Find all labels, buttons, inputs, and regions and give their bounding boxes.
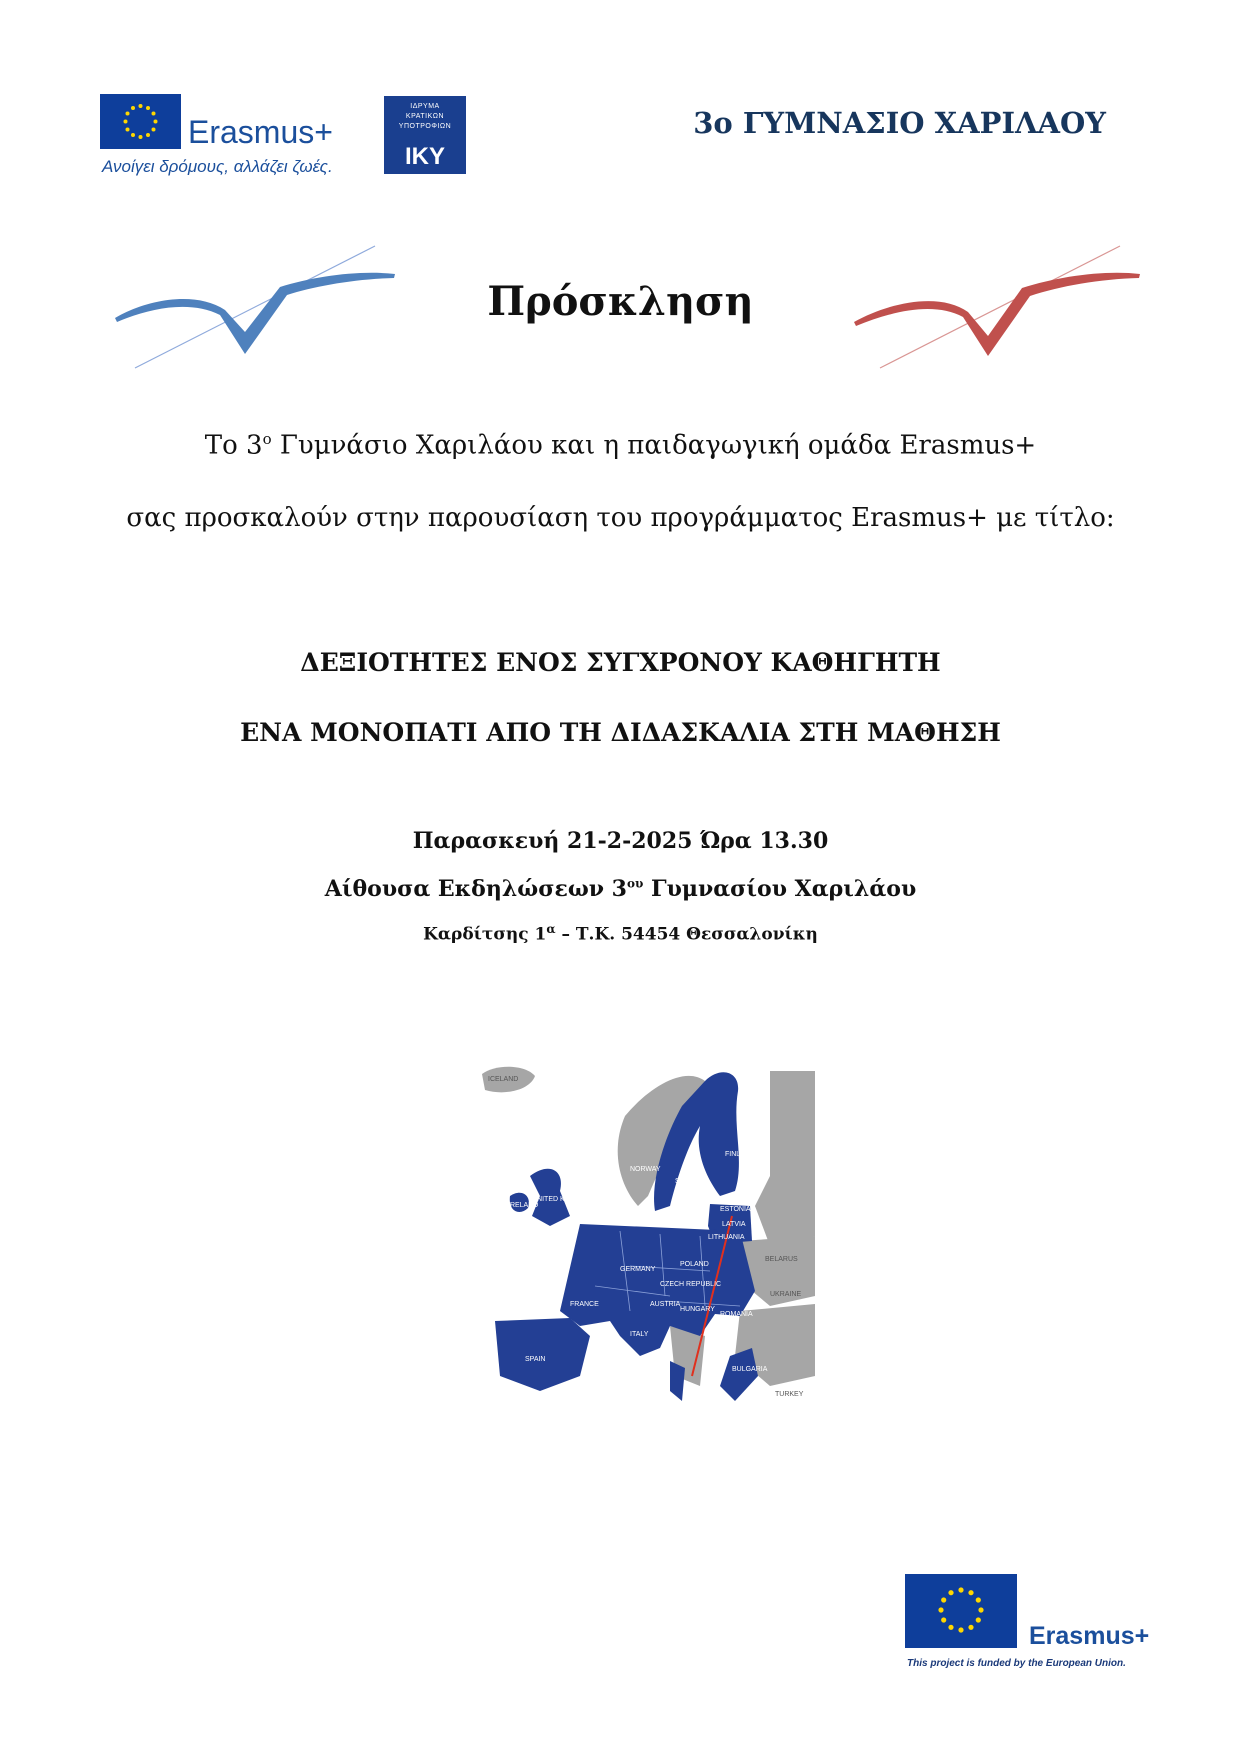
footer-erasmus-logo (905, 1574, 1155, 1674)
iky-logo (384, 96, 466, 174)
map-label-iceland: ICELAND (488, 1076, 519, 1083)
map-label-austria: AUSTRIA (650, 1301, 681, 1308)
map-label-czech-republic: CZECH REPUBLIC (660, 1281, 722, 1288)
topic-line-2: ΕΝΑ ΜΟΝΟΠΑΤΙ ΑΠΟ ΤΗ ΔΙΔΑΣΚΑΛΙΑ ΣΤΗ ΜΑΘΗΣΗ (240, 718, 1001, 747)
footer-funding-note: This project is funded by the European Union. (907, 1658, 1126, 1669)
map-label-lithuania: LITHUANIA (708, 1234, 745, 1241)
erasmus-plus-logo (100, 94, 380, 186)
map-label-turkey: TURKEY (775, 1391, 804, 1398)
event-address-ordinal: α (546, 922, 556, 936)
page-title: Πρόσκληση (487, 278, 754, 325)
event-datetime: Παρασκευή 21-2-2025 Ώρα 13.30 (412, 828, 829, 854)
europe-map-illustration (470, 1056, 815, 1431)
eu-flag-icon (100, 94, 181, 149)
footer-eu-flag-icon (905, 1574, 1017, 1648)
event-venue-before: Αίθουσα Εκδηλώσεων 3 (324, 876, 627, 902)
map-label-italy: ITALY (630, 1331, 649, 1338)
event-address (0, 922, 1241, 945)
event-venue (0, 876, 1241, 902)
map-label-ireland: IRELAND (508, 1202, 539, 1209)
map-label-norway: NORWAY (630, 1166, 661, 1173)
iky-line-2: ΚΡΑΤΙΚΩΝ (405, 113, 445, 120)
map-label-hungary: HUNGARY (680, 1306, 715, 1313)
intro-line-1-ordinal: ο (262, 430, 272, 448)
map-label-romania: ROMANIA (720, 1311, 753, 1318)
europe-map (470, 1056, 815, 1431)
map-label-latvia: LATVIA (722, 1221, 746, 1228)
event-address-before: Καρδίτσης 1 (423, 924, 547, 945)
map-label-france: FRANCE (570, 1301, 599, 1308)
map-label-spain: SPAIN (525, 1356, 546, 1363)
map-label-germany: GERMANY (620, 1266, 656, 1273)
intro-line-1-after: Γυμνάσιο Χαριλάου και η παιδαγωγική ομάδα Erasmus+ (271, 430, 1037, 461)
event-address-after: – Τ.Κ. 54454 Θεσσαλονίκη (555, 924, 818, 945)
map-label-bulgaria: BULGARIA (732, 1366, 768, 1373)
intro-line-1 (0, 430, 1241, 461)
event-venue-ordinal: ου (627, 876, 644, 891)
school-name: 3ο ΓΥΜΝΑΣΙΟ ΧΑΡΙΛΑΟΥ (693, 106, 1106, 140)
map-label-belarus: BELARUS (765, 1256, 798, 1263)
map-label-united-kingdom: UNITED KINGDOM (532, 1196, 594, 1203)
intro-line-1-before: Το 3 (204, 430, 263, 461)
iky-line-1: ΙΔΡΥΜΑ (410, 103, 440, 110)
intro-line-2: σας προσκαλούν στην παρουσίαση του προγράμματος Erasmus+ με τίτλο: (126, 503, 1115, 533)
erasmus-tagline: Ανοίγει δρόμους, αλλάζει ζωές. (102, 157, 333, 176)
map-label-finland: FINLAND (725, 1151, 755, 1158)
event-venue-after: Γυμνασίου Χαριλάου (643, 876, 917, 902)
topic-line-1: ΔΕΞΙΟΤΗΤΕΣ ΕΝΟΣ ΣΥΓΧΡΟΝΟΥ ΚΑΘΗΓΗΤΗ (300, 648, 941, 677)
footer-erasmus-wordmark: Erasmus+ (1029, 1622, 1150, 1650)
map-label-ukraine: UKRAINE (770, 1291, 802, 1298)
iky-line-3: ΥΠΟΤΡΟΦΙΩΝ (398, 123, 452, 130)
map-label-poland: POLAND (680, 1261, 709, 1268)
map-label-sweden: SWEDEN (675, 1178, 706, 1185)
iky-acronym: IKY (404, 143, 445, 170)
erasmus-wordmark: Erasmus+ (188, 114, 333, 150)
map-label-estonia: ESTONIA (720, 1206, 751, 1213)
